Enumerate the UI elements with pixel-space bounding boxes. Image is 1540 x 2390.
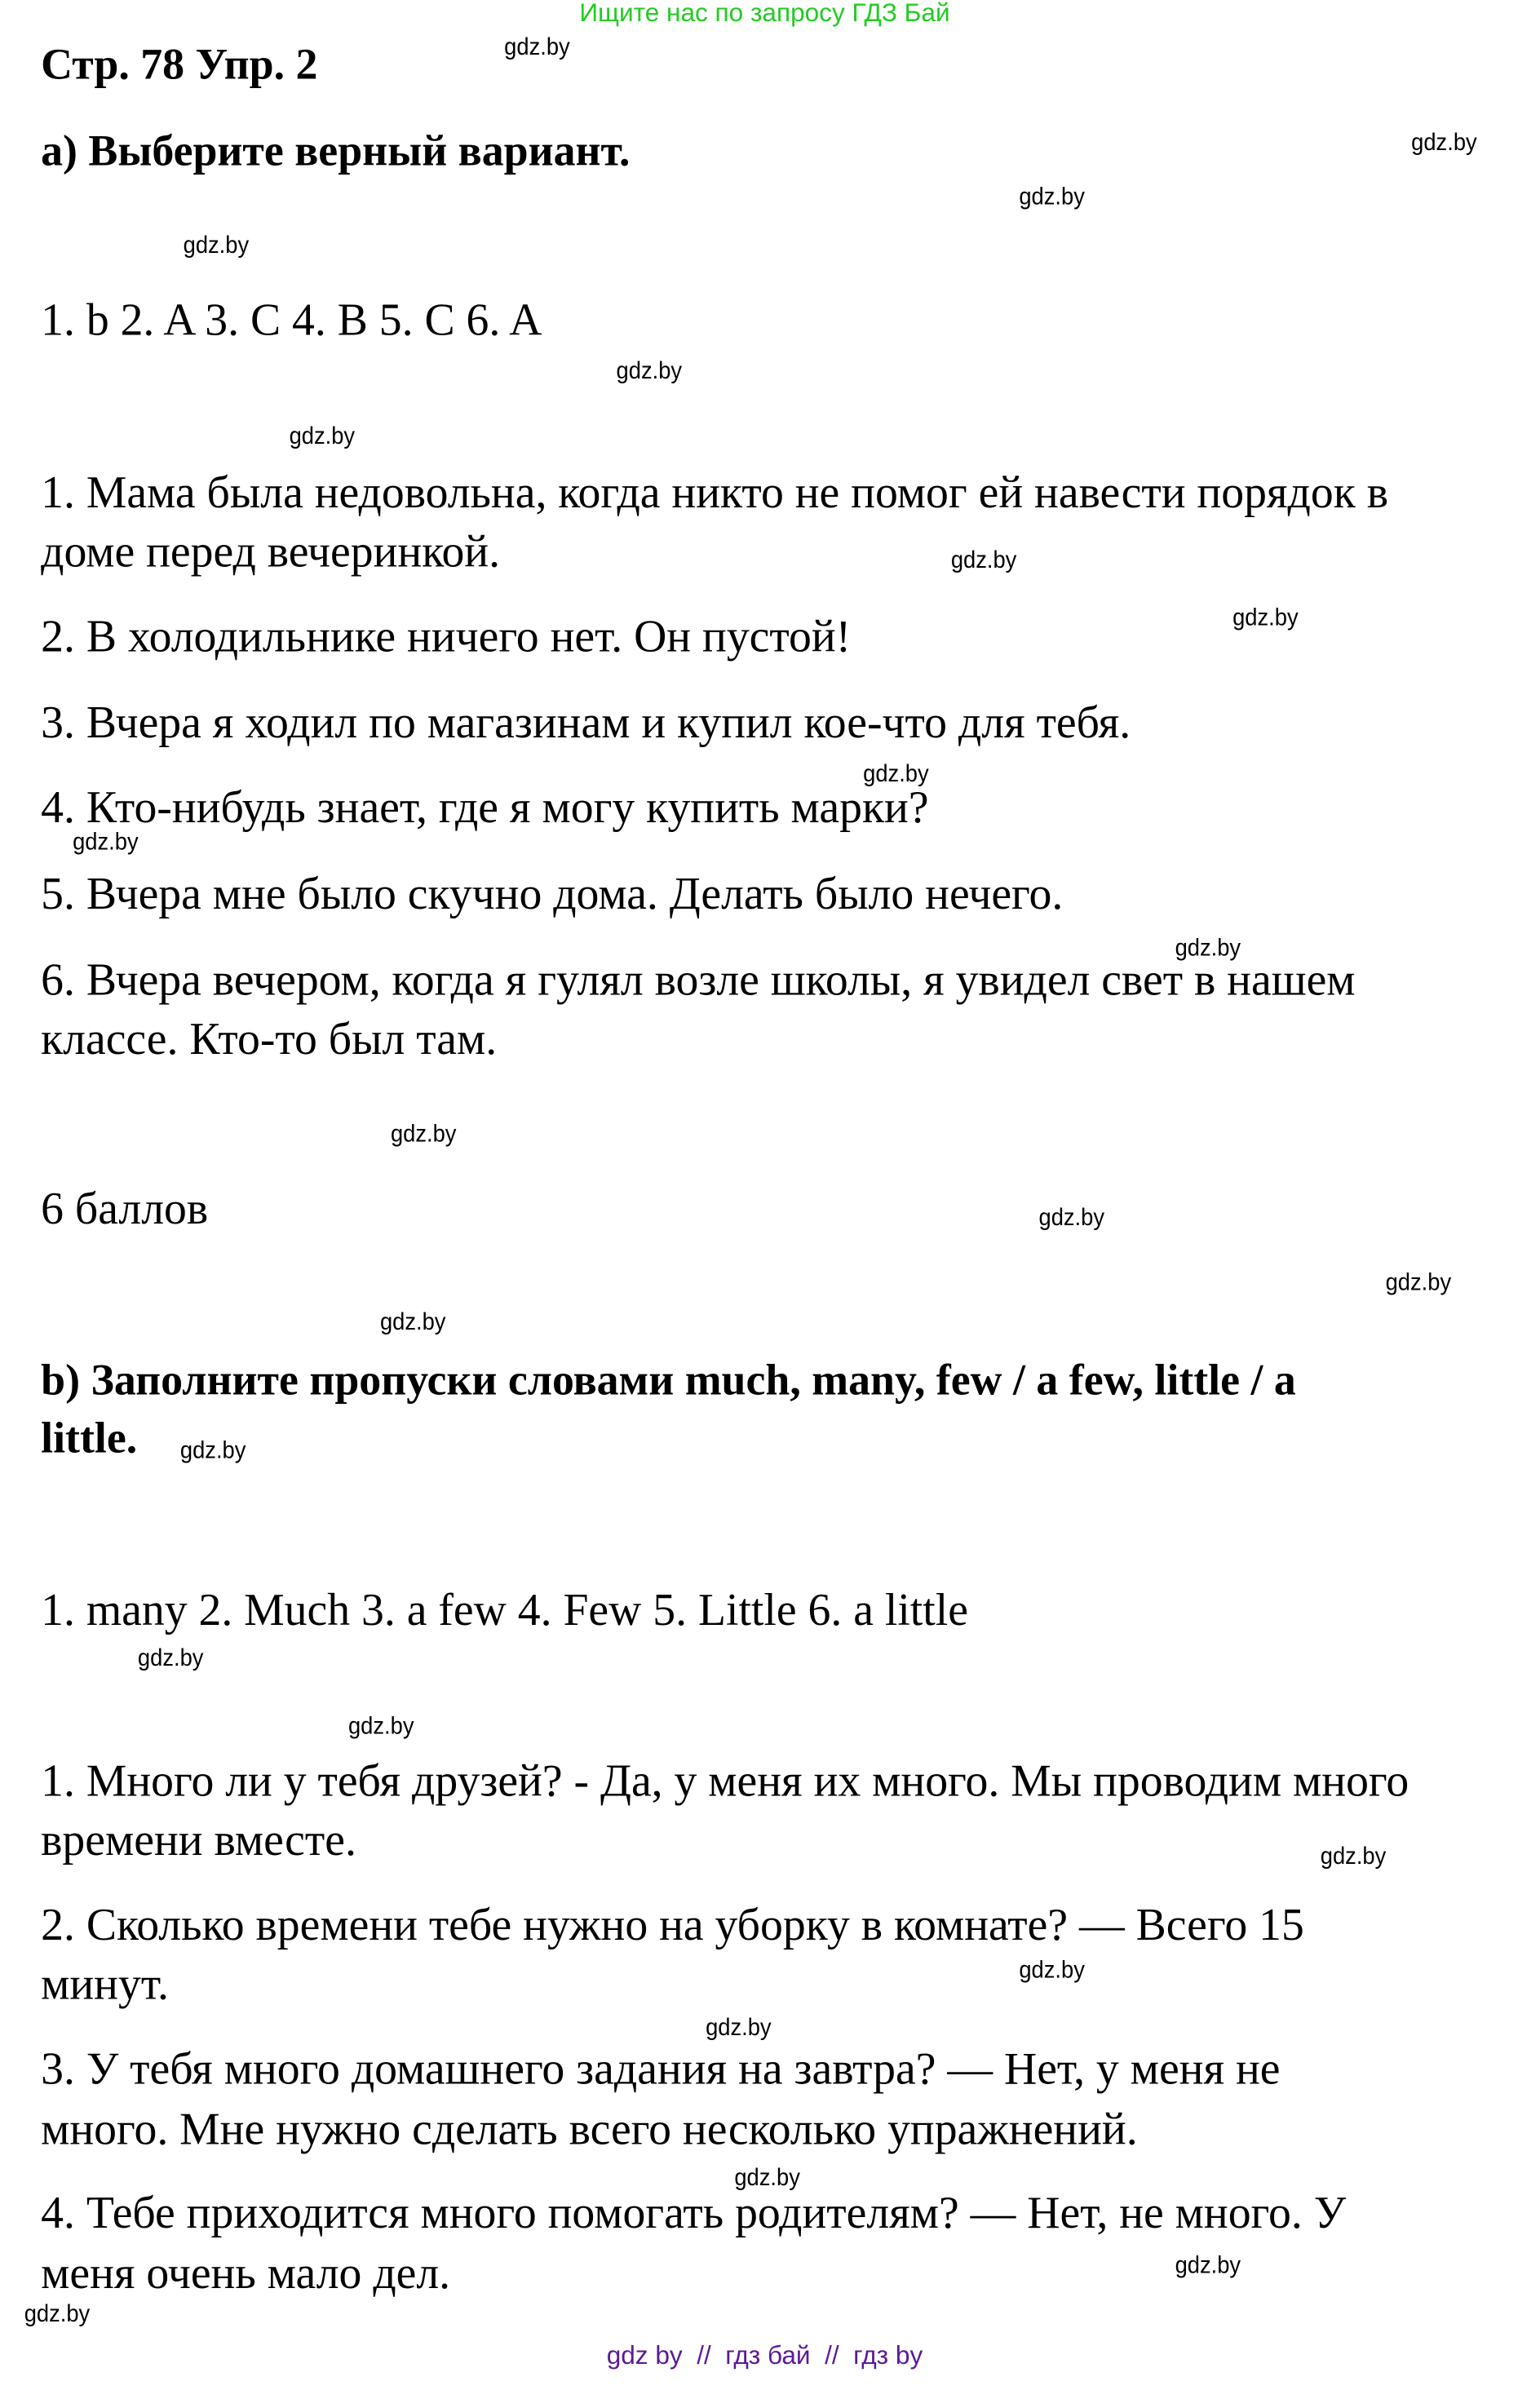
watermark: gdz.by [863, 761, 929, 788]
translation-line: 1. Много ли у тебя друзей? - Да, у меня их много. Мы проводим много [41, 1756, 1409, 1807]
search-banner[interactable]: Ищите нас по запросу ГДЗ Бай [579, 0, 950, 28]
watermark: gdz.by [1385, 1270, 1452, 1297]
translation-line: меня очень мало дел. [41, 2248, 451, 2299]
watermark: gdz.by [1411, 130, 1477, 157]
watermark: gdz.by [706, 2015, 772, 2042]
watermark: gdz.by [347, 1714, 414, 1741]
translation-line: 4. Тебе приходится много помогать родителям? — Нет, не много. У [41, 2188, 1347, 2238]
translation-line: 4. Кто-нибудь знает, где я могу купить марки? [41, 782, 929, 834]
watermark: gdz.by [289, 423, 356, 450]
watermark: gdz.by [137, 1645, 204, 1672]
watermark: gdz.by [24, 2301, 91, 2328]
section-b-heading-cont: little. [41, 1414, 138, 1463]
watermark: gdz.by [1320, 1844, 1387, 1870]
watermark: gdz.by [1175, 2253, 1241, 2279]
score-text: 6 баллов [41, 1184, 209, 1234]
section-a-heading: а) Выберите верный вариант. [41, 126, 631, 176]
watermark: gdz.by [950, 548, 1017, 574]
watermark: gdz.by [1038, 1205, 1105, 1232]
translation-line: 3. Вчера я ходил по магазинам и купил кое-что для тебя. [41, 697, 1131, 749]
watermark: gdz.by [390, 1122, 457, 1149]
watermark: gdz.by [73, 830, 139, 856]
translation-line: 5. Вчера мне было скучно дома. Делать было нечего. [41, 869, 1064, 919]
watermark: gdz.by [179, 1438, 246, 1465]
watermark: gdz.by [379, 1309, 446, 1336]
watermark: gdz.by [1232, 605, 1299, 632]
section-a-answers: 1. b 2. A 3. C 4. B 5. C 6. A [41, 294, 542, 346]
translation-line: 6. Вчера вечером, когда я гулял возле школы, я увидел свет в нашем [41, 955, 1356, 1006]
watermark: gdz.by [616, 358, 683, 385]
translation-line: доме перед вечеринкой. [41, 527, 501, 578]
section-b-answers: 1. many 2. Much 3. a few 4. Few 5. Little 6. a little [41, 1585, 968, 1635]
translation-line: 3. У тебя много домашнего задания на завтра? — Нет, у меня не [41, 2044, 1281, 2095]
watermark: gdz.by [734, 2165, 800, 2192]
section-b-heading: b) Заполните пропуски словами much, many, few / a few, little / a [41, 1357, 1296, 1405]
watermark: gdz.by [1175, 936, 1241, 962]
watermark: gdz.by [1019, 184, 1085, 211]
translation-line: 2. В холодильнике ничего нет. Он пустой! [41, 611, 852, 662]
watermark: gdz.by [1019, 1958, 1085, 1984]
translation-line: классе. Кто-то был там. [41, 1014, 498, 1065]
watermark: gdz.by [504, 34, 570, 61]
translation-line: 1. Мама была недовольна, когда никто не помог ей навести порядок в [41, 467, 1389, 518]
translation-line: времени вместе. [41, 1815, 356, 1866]
page-title: Стр. 78 Упр. 2 [41, 41, 318, 90]
translation-line: 2. Сколько времени тебе нужно на уборку в комнате? — Всего 15 [41, 1900, 1304, 1951]
watermark: gdz.by [183, 232, 250, 259]
footer-links[interactable]: gdz by // гдз бай // гдз by [606, 2340, 923, 2370]
translation-line: много. Мне нужно сделать всего несколько упражнений. [41, 2105, 1138, 2155]
translation-line: минут. [41, 1959, 169, 2010]
